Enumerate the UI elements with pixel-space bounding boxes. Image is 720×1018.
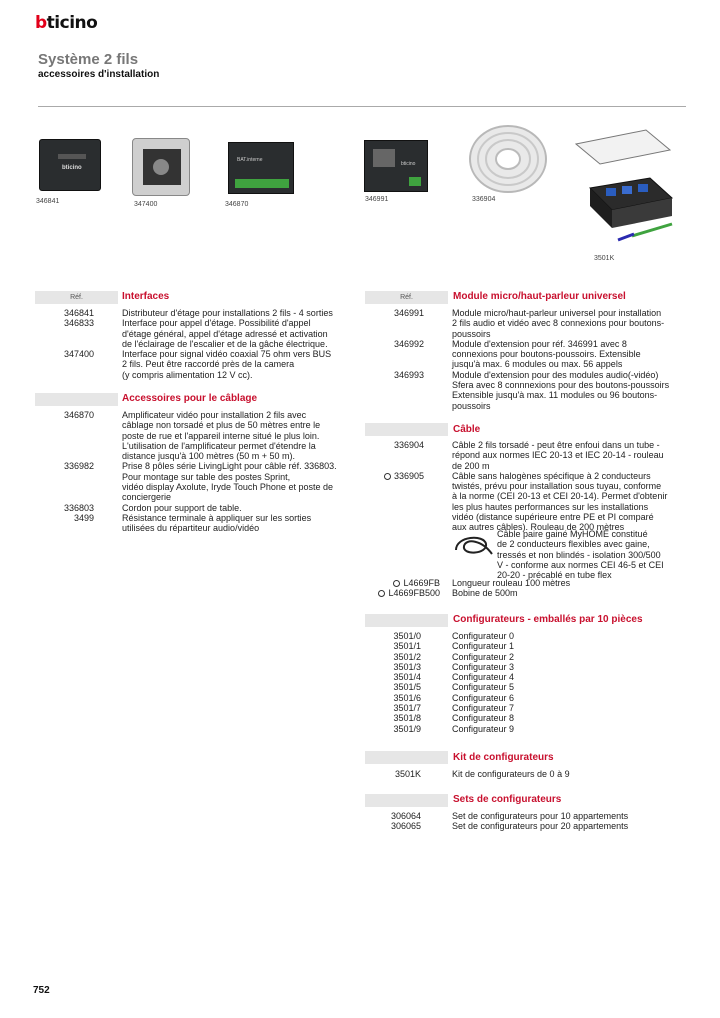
table-row: [35, 482, 365, 492]
table-row: [365, 713, 685, 723]
description: de l'éclairage de l'escalier et de la gâche électrique.: [122, 338, 328, 349]
myhome-line: de 2 conducteurs flexibles avec gaine,: [497, 539, 650, 550]
ref-code: 3501/8: [393, 713, 421, 724]
myhome-line: V - conforme aux normes CEI 46-5 et CEI: [497, 559, 664, 570]
left-ref-header: Réf.: [35, 291, 118, 304]
ref-code: 306065: [390, 821, 421, 832]
description: vidéo (distance supérieure entre PE et PI comparé: [452, 512, 654, 523]
table-row: [35, 492, 365, 502]
product-image-346841: [39, 139, 101, 191]
section-title-interfaces: Interfaces: [122, 291, 170, 302]
table-row: [365, 821, 685, 831]
ref-code: 3501/9: [393, 723, 421, 734]
table-row: [365, 811, 685, 821]
table-row: [35, 329, 365, 339]
description: distance jusqu'à 100 mètres (50 m + 50 m).: [122, 451, 296, 462]
page-title: Système 2 fils: [38, 51, 139, 68]
page-subtitle: accessoires d'installation: [38, 69, 160, 80]
ref-code: 336982: [63, 461, 94, 472]
description: Pour montage sur table des postes Sprint,: [122, 471, 291, 482]
description: 2 fils. Peut être raccordé près de la camera: [122, 359, 295, 370]
product-image-cable-coil: [466, 122, 550, 196]
circle-icon: [378, 590, 385, 597]
table-row: [35, 420, 365, 430]
section-title-cable: Câble: [453, 424, 481, 435]
table-row: [365, 370, 685, 380]
table-row: [365, 481, 685, 491]
ref-code: 346993: [393, 369, 424, 380]
configurateurs-table: [365, 631, 685, 734]
circle-icon: [393, 580, 400, 587]
table-row: [365, 662, 685, 672]
description: Câble 2 fils torsadé - peut être enfoui dans un tube -: [452, 440, 660, 450]
description: Résistance terminale à appliquer sur les sorties: [122, 512, 312, 523]
ref-code: 346841: [63, 308, 94, 318]
description: utilisées du répartiteur audio/vidéo: [122, 523, 260, 534]
table-row: [365, 491, 685, 501]
description: Module d'extension pour des modules audio(-vidéo): [452, 369, 659, 380]
description: Sfera avec 8 connnexions pour des boutons-poussoirs: [452, 380, 670, 391]
table-row: [365, 349, 685, 359]
table-row: [35, 472, 365, 482]
table-row: [365, 588, 685, 598]
description: twistés, prévu pour installation sous tuyau, conforme: [452, 481, 662, 492]
caption-3501K: 3501K: [594, 255, 615, 262]
right-section-bar-config: [365, 614, 448, 627]
right-section-bar-sets: [365, 794, 448, 807]
description: répond aux normes IEC 20-13 et IEC 20-14 - rouleau: [452, 450, 664, 461]
description: de 200 m: [452, 460, 490, 471]
table-row: [365, 450, 685, 460]
description: Configurateur 8: [452, 713, 515, 724]
description: Configurateur 6: [452, 692, 515, 703]
kit-table: [365, 769, 685, 779]
description: Configurateur 5: [452, 682, 515, 693]
description: d'étage général, appel d'étage adressé et activation: [122, 328, 328, 339]
table-row: [365, 641, 685, 651]
description: Configurateur 4: [452, 672, 515, 683]
ref-code: 3499: [73, 512, 94, 523]
table-row: [35, 339, 365, 349]
description: conciergerie: [122, 492, 172, 503]
myhome-line: tressés et non blindés - isolation 300/500: [497, 549, 661, 560]
description: Amplificateur vidéo pour installation 2 fils avec: [122, 410, 307, 420]
description: poussoirs: [452, 328, 491, 339]
table-row: [365, 769, 685, 779]
caption-346870: 346870: [225, 201, 249, 208]
right-section-bar-kit: [365, 751, 448, 764]
table-row: [35, 359, 365, 369]
table-row: [35, 431, 365, 441]
table-row: [365, 461, 685, 471]
ref-code: 336803: [63, 502, 94, 513]
table-row: [365, 359, 685, 369]
caption-347400: 347400: [134, 201, 158, 208]
myhome-description: [497, 529, 687, 580]
description: Configurateur 3: [452, 661, 515, 672]
description: Bobine de 500m: [452, 588, 518, 599]
table-row: [365, 308, 685, 318]
ref-code: 3501/5: [393, 682, 421, 693]
table-row: [35, 370, 365, 380]
description: Configurateur 2: [452, 651, 515, 662]
ref-code: L4669FB: [365, 578, 440, 588]
myhome-line: 20-20 - précablé en tube flex: [497, 570, 612, 581]
section-title-kit: Kit de configurateurs: [453, 752, 554, 763]
table-row: [365, 380, 685, 390]
description: Set de configurateurs pour 20 appartements: [452, 821, 629, 832]
description: Interface pour appel d'étage. Possibilité d'appel: [122, 318, 311, 329]
description: Distributeur d'étage pour installations 2 fils - 4 sorties: [122, 308, 333, 318]
description: les plus hautes performances sur les installations: [452, 501, 649, 512]
caption-336904: 336904: [472, 196, 496, 203]
product-image-346991: [364, 140, 428, 192]
table-row: [35, 308, 365, 318]
description: Interface pour signal vidéo coaxial 75 ohm vers BUS: [122, 349, 332, 360]
table-row: [365, 401, 685, 411]
ref-code: 346870: [63, 410, 94, 420]
interfaces-table: [35, 308, 365, 380]
table-row: [35, 410, 365, 420]
table-row: [365, 502, 685, 512]
sets-table: [365, 811, 685, 832]
ref-code: 3501/1: [393, 641, 421, 652]
table-row: [365, 512, 685, 522]
description: Configurateur 7: [452, 703, 515, 714]
ref-code: 347400: [63, 349, 94, 360]
table-row: [365, 339, 685, 349]
ref-code: 346833: [63, 318, 94, 329]
table-row: [35, 318, 365, 328]
product-image-configurator-kit: [572, 128, 680, 252]
table-row: [35, 513, 365, 523]
ref-code: 3501/2: [393, 651, 421, 662]
description: Module d'extension pour réf. 346991 avec 8: [452, 338, 627, 349]
table-row: [365, 693, 685, 703]
description: Prise 8 pôles série LivingLight pour câble réf. 336803.: [122, 461, 337, 472]
table-row: [365, 318, 685, 328]
cable-roll-table: [365, 578, 685, 599]
right-ref-header: Réf.: [365, 291, 448, 304]
table-row: [35, 461, 365, 471]
brand-logo: bticino: [35, 13, 98, 33]
right-section-bar-cable: [365, 423, 448, 436]
description: aux autres câbles). Rouleau de 200 mètres: [452, 522, 625, 533]
description: Configurateur 1: [452, 641, 515, 652]
cabling-table: [35, 410, 365, 534]
table-row: [35, 349, 365, 359]
table-row: [365, 631, 685, 641]
table-row: [365, 578, 685, 588]
myhome-line: Câble paire gainé MyHOME constitué: [497, 529, 648, 539]
table-row: [35, 441, 365, 451]
table-row: [35, 451, 365, 461]
ref-code: 336905: [365, 471, 424, 481]
description: connexions pour boutons-poussoirs. Extensible: [452, 349, 641, 360]
description: poste de rue et l'appareil interne situé le plus loin.: [122, 430, 320, 441]
section-title-cabling: Accessoires pour le câblage: [122, 393, 258, 404]
description: Set de configurateurs pour 10 appartements: [452, 811, 629, 821]
description: Longueur rouleau 100 mètres: [452, 578, 571, 588]
description: 2 fils audio et vidéo avec 8 connexions pour boutons-: [452, 318, 665, 329]
description: Module micro/haut-parleur universel pour installation: [452, 308, 662, 318]
caption-346991: 346991: [365, 196, 389, 203]
section-title-module: Module micro/haut-parleur universel: [453, 291, 626, 302]
table-row: [365, 682, 685, 692]
table-row: [35, 503, 365, 513]
circle-icon: [384, 473, 391, 480]
description: poussoirs: [452, 400, 491, 411]
product-image-346870: [228, 142, 294, 194]
ref-code: 3501/0: [393, 631, 421, 641]
description: jusqu'à max. 6 modules ou max. 56 appels: [452, 359, 623, 370]
product-image-347400: [132, 138, 190, 196]
section-title-sets: Sets de configurateurs: [453, 794, 562, 805]
description: (y compris alimentation 12 V cc).: [122, 369, 253, 380]
description: Configurateur 0: [452, 631, 515, 641]
ref-code: 306064: [390, 811, 421, 821]
table-row: [365, 652, 685, 662]
table-row: [35, 523, 365, 533]
ref-code: 3501/6: [393, 692, 421, 703]
description: Extensible jusqu'à max. 11 modules ou 96 boutons-: [452, 390, 658, 401]
table-row: [365, 672, 685, 682]
product-label: bticino: [62, 165, 82, 171]
table-row: [365, 724, 685, 734]
ref-code: 3501/4: [393, 672, 421, 683]
table-row: [365, 440, 685, 450]
ref-code: 3501K: [394, 769, 421, 779]
description: Câble sans halogènes spécifique à 2 conducteurs: [452, 470, 651, 481]
description: Kit de configurateurs de 0 à 9: [452, 769, 570, 779]
ref-code: L4669FB500: [365, 588, 440, 598]
cable-table: [365, 440, 685, 533]
section-title-configurateurs: Configurateurs - emballés par 10 pièces: [453, 614, 643, 625]
ref-code: 336904: [393, 440, 424, 450]
module-table: [365, 308, 685, 411]
product-label: BAT.interne: [237, 157, 263, 163]
myhome-cable-image: [452, 530, 494, 560]
table-row: [365, 390, 685, 400]
table-row: [365, 329, 685, 339]
product-label: bticino: [401, 161, 416, 167]
description: L'utilisation de l'amplificateur permet d'étendre la: [122, 440, 316, 451]
description: câblage non torsadé et plus de 50 mètres entre le: [122, 420, 321, 431]
left-section-bar: [35, 393, 118, 406]
description: Configurateur 9: [452, 723, 515, 734]
ref-code: 3501/3: [393, 661, 421, 672]
description: à la norme (CEI 20-13 et CEI 20-14). Permet d'obtenir: [452, 491, 668, 502]
description: Cordon pour support de table.: [122, 502, 242, 513]
caption-346841: 346841: [36, 198, 60, 205]
ref-code: 346991: [393, 308, 424, 318]
ref-code: 346992: [393, 338, 424, 349]
header-divider: [38, 106, 686, 107]
description: vidéo display Axolute, Iryde Touch Phone et poste de: [122, 482, 333, 493]
table-row: [365, 703, 685, 713]
page-number: 752: [33, 985, 50, 996]
ref-code: 3501/7: [393, 703, 421, 714]
table-row: [365, 471, 685, 481]
